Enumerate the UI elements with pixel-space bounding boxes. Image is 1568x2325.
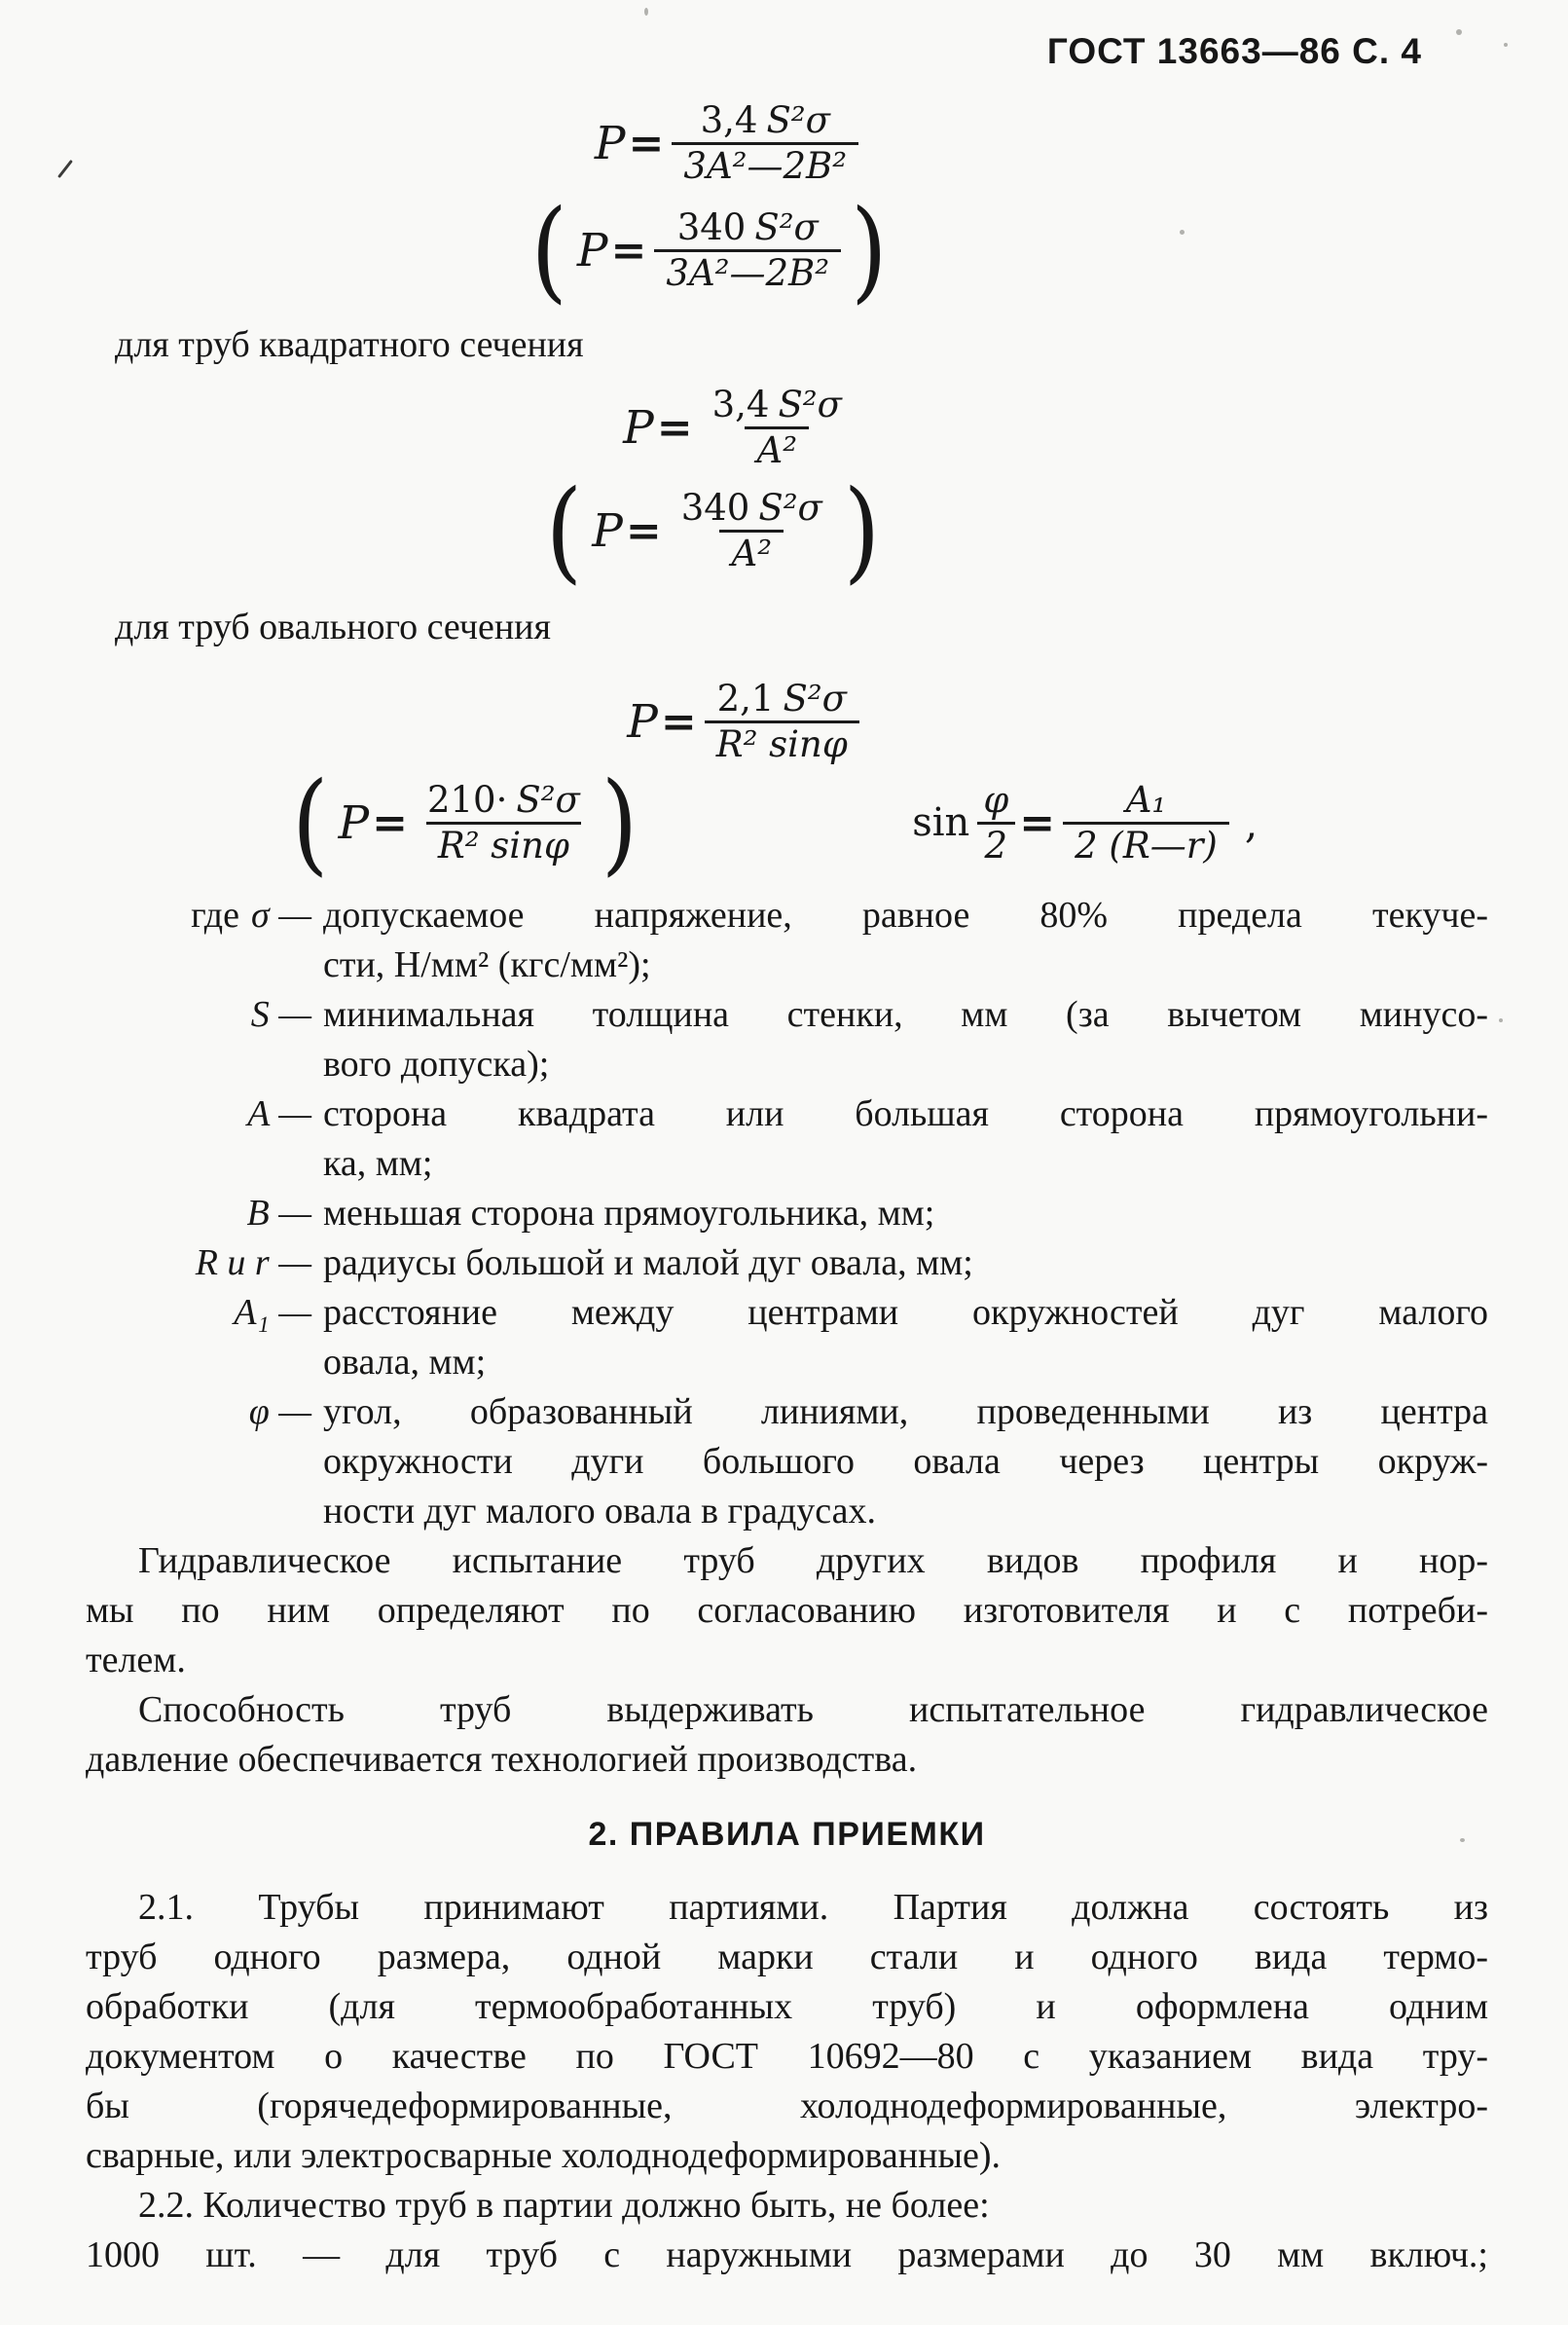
fraction-denominator: R² sinφ — [705, 720, 859, 766]
fraction-denominator: 3A²—2B² — [654, 249, 841, 295]
numerator-symbols: S²σ — [758, 486, 822, 529]
text-line: обработки (для термообработанных труб) и оформлена одним — [86, 1986, 1488, 2027]
coefficient: 2,1 — [716, 678, 775, 720]
numerator-symbols: S²σ — [783, 678, 847, 720]
fraction — [705, 678, 859, 766]
definition-term: R и r — — [195, 1242, 311, 1283]
pressure-symbol: P — [594, 117, 626, 170]
numerator-symbols: S²σ — [778, 384, 842, 425]
fraction-numerator — [416, 779, 592, 822]
pressure-symbol: P — [592, 503, 623, 558]
definition-text — [311, 891, 1488, 990]
fraction — [654, 206, 841, 295]
right-paren: ) — [843, 465, 881, 596]
coefficient: 210· — [426, 778, 508, 821]
scan-speck — [1460, 1838, 1465, 1842]
text-line: радиусы большой и малой дуг овала, мм; — [323, 1242, 973, 1283]
fraction — [1063, 779, 1229, 867]
equals-sign: = — [372, 797, 408, 848]
definition-term: A — — [247, 1093, 311, 1134]
sin-function: sin — [912, 799, 970, 845]
definition-term — [86, 891, 311, 990]
left-paren: ( — [292, 757, 329, 888]
definition-text — [311, 990, 1488, 1089]
coefficient: 340 — [680, 486, 750, 529]
definition-text — [311, 1387, 1488, 1536]
numerator-symbols: S²σ — [516, 778, 580, 821]
fraction-denominator: 2 — [977, 822, 1016, 867]
text-line: телем. — [86, 1640, 186, 1680]
text-line: ка, мм; — [323, 1143, 433, 1184]
text-line: расстояние между центрами окружностей дуг малого — [323, 1292, 1488, 1333]
text-line: допускаемое напряжение, равное 80% предела текуче- — [323, 895, 1488, 936]
paragraph-2-2 — [86, 2181, 1488, 2280]
text-line: вого допуска); — [323, 1044, 550, 1085]
coefficient: 3,4 — [711, 384, 770, 425]
text-line: Способность труб выдерживать испытательное гидравлическое — [138, 1689, 1488, 1730]
scan-speck — [1180, 230, 1185, 235]
section-heading-acceptance-rules: 2. ПРАВИЛА ПРИЕМКИ — [588, 1816, 986, 1853]
fraction-numerator — [701, 384, 854, 426]
fraction — [975, 779, 1016, 867]
formula-oval-alt — [282, 757, 647, 888]
pressure-symbol: P — [623, 401, 654, 455]
text-line: Гидравлическое испытание труб других видов профиля и нор- — [138, 1540, 1488, 1581]
fraction — [672, 99, 858, 188]
definition-phi — [86, 1387, 1488, 1536]
definition-text — [311, 1238, 1488, 1288]
fraction-numerator — [706, 678, 858, 720]
fraction — [416, 779, 592, 867]
text-line: ности дуг малого овала в градусах. — [323, 1491, 876, 1532]
definition-term: φ — — [248, 1391, 311, 1432]
text-line: документом о качестве по ГОСТ 10692—80 с указанием вида тру- — [86, 2036, 1488, 2077]
definition-r — [86, 1238, 1488, 1288]
equals-sign: = — [625, 505, 662, 556]
definition-term: B — — [246, 1193, 311, 1234]
formula-oval-main — [42, 678, 1444, 766]
text-line: 1000 шт. — для труб с наружными размерами до 30 мм включ.; — [86, 2234, 1488, 2275]
text-line: мы по ним определяют по согласованию изготовителя и с потреби- — [86, 1590, 1488, 1631]
left-paren: ( — [545, 465, 583, 596]
fraction-denominator: A² — [745, 426, 809, 472]
text-line: меньшая сторона прямоугольника, мм; — [323, 1193, 935, 1234]
text-line: сварные, или электросварные холоднодеформированные). — [86, 2135, 1001, 2176]
definition-a — [86, 1089, 1488, 1189]
right-paren: ) — [601, 757, 638, 888]
paragraph-capability — [86, 1685, 1488, 1785]
symbol-definitions — [86, 891, 1488, 1536]
oval-section-label: для труб овального сечения — [115, 607, 551, 647]
right-paren: ) — [851, 185, 888, 315]
definition-a1 — [86, 1288, 1488, 1387]
fraction — [670, 487, 834, 575]
definition-term: A₁ — — [234, 1292, 311, 1333]
pressure-symbol: P — [576, 223, 608, 277]
scan-speck — [644, 8, 648, 16]
text-line: сти, Н/мм² (кгс/мм²); — [323, 944, 651, 985]
fraction-numerator: φ — [983, 778, 1009, 821]
text-line: минимальная толщина стенки, мм (за вычетом минусо- — [323, 994, 1488, 1035]
text-line: овала, мм; — [323, 1342, 487, 1383]
fraction-denominator: 2 (R—r) — [1063, 822, 1229, 867]
scan-speck — [1499, 1018, 1503, 1022]
formula-rect-main — [25, 99, 1428, 188]
definition-term: S — — [250, 994, 311, 1035]
text-line: угол, образованный линиями, проведенными из центра — [323, 1391, 1488, 1432]
equals-sign: = — [660, 697, 697, 747]
definition-text — [311, 1089, 1488, 1189]
square-section-label: для труб квадратного сечения — [115, 324, 584, 365]
definition-s — [86, 990, 1488, 1089]
text-line: труб одного размера, одной марки стали и одного вида термо- — [86, 1937, 1488, 1977]
fraction-denominator: 3A²—2B² — [672, 142, 858, 188]
coefficient: 3,4 — [700, 99, 758, 141]
page-header — [86, 27, 1488, 76]
coefficient: 340 — [676, 205, 747, 248]
text-line: 2.2. Количество труб в партии должно быть, не более: — [138, 2185, 990, 2226]
text-line: бы (горячедеформированные, холоднодеформированные, электро- — [86, 2085, 1488, 2126]
equals-sign: = — [656, 403, 693, 453]
left-paren: ( — [530, 185, 567, 315]
formula-sin-relation — [912, 779, 1258, 867]
scan-speck — [1504, 43, 1508, 47]
fraction-numerator: A₁ — [1125, 778, 1167, 821]
definition-text — [311, 1288, 1488, 1387]
formula-square-alt — [12, 465, 1414, 596]
pressure-symbol: P — [338, 795, 370, 850]
equals-sign: = — [628, 119, 665, 168]
fraction-numerator — [689, 99, 842, 142]
standard-reference: ГОСТ 13663—86 С. 4 — [1046, 31, 1422, 71]
where-word: где — [191, 895, 239, 936]
fraction — [701, 384, 854, 472]
formula-square-main — [37, 384, 1440, 472]
definition-sigma — [86, 891, 1488, 990]
trailing-comma: , — [1244, 798, 1258, 847]
numerator-symbols: S²σ — [766, 99, 830, 141]
pressure-symbol: P — [627, 695, 658, 749]
formula-rect-alt — [8, 185, 1410, 315]
paragraph-hydraulic-test — [86, 1536, 1488, 1685]
definition-b — [86, 1189, 1488, 1238]
fraction-numerator — [670, 487, 834, 530]
numerator-symbols: S²σ — [754, 205, 819, 248]
fraction-numerator — [666, 206, 830, 249]
text-line: давление обеспечивается технологией производства. — [86, 1739, 918, 1780]
fraction-denominator: A² — [719, 530, 784, 575]
oval-alt-row — [86, 757, 1488, 888]
equals-sign: = — [1019, 797, 1056, 848]
scan-speck — [1456, 29, 1462, 35]
text-line: сторона квадрата или большая сторона прямоугольни- — [323, 1093, 1488, 1134]
definition-text — [311, 1189, 1488, 1238]
equals-sign: = — [610, 225, 647, 276]
text-line: 2.1. Трубы принимают партиями. Партия должна состоять из — [138, 1887, 1488, 1928]
paragraph-2-1 — [86, 1883, 1488, 2181]
fraction-denominator: R² sinφ — [426, 822, 581, 867]
term-symbol: σ — — [250, 895, 311, 936]
text-line: окружности дуги большого овала через центры окруж- — [323, 1441, 1488, 1482]
